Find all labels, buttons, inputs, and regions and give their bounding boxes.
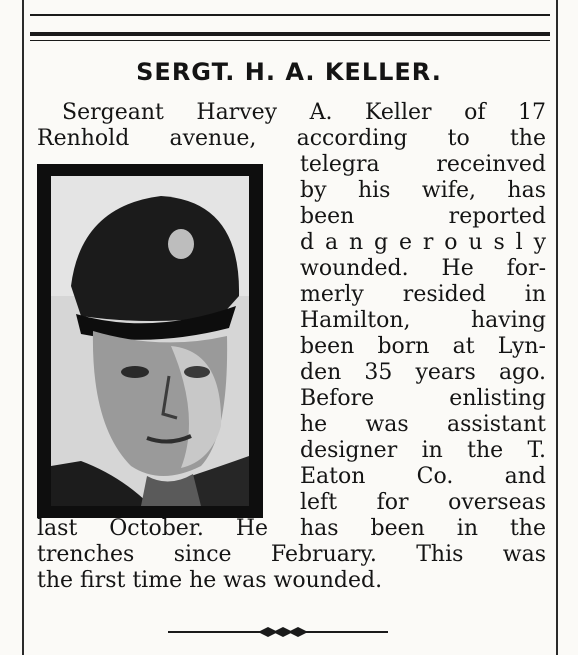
body-line: Renhold avenue, according to the [37,126,546,151]
top-rule-thick [30,32,550,36]
body-line: been born at Lyn- [300,334,546,359]
body-line: the first time he was wounded. [37,568,383,593]
body-line: trenches since February. This was [37,542,546,567]
top-rule-thin [30,14,550,16]
body-line: been reported [300,204,546,229]
body-line: merly resided in [300,282,546,307]
right-column-border [556,0,558,655]
body-line: he was assistant [300,412,546,437]
body-line: wounded. He for- [300,256,546,281]
portrait-image [51,176,249,506]
body-line: den 35 years ago. [300,360,546,385]
body-line: Eaton Co. and [300,464,546,489]
body-line: left for overseas [300,490,546,515]
body-line: last October. He has been in the [37,516,546,541]
bottom-ornament-divider [168,626,388,638]
headline: SERGT. H. A. KELLER. [136,58,442,86]
body-line: designer in the T. [300,438,546,463]
body-line: d a n g e r o u s l y [300,230,546,255]
left-column-border [22,0,24,655]
portrait-photo [37,164,263,518]
soldier-portrait-illustration [51,176,249,506]
body-line: Before enlisting [300,386,546,411]
body-line: Sergeant Harvey A. Keller of 17 [62,100,546,125]
top-rule-under [30,40,550,41]
body-line: Hamilton, having [300,308,546,333]
body-line: telegra receinved [300,152,546,177]
body-line: by his wife, has [300,178,546,203]
